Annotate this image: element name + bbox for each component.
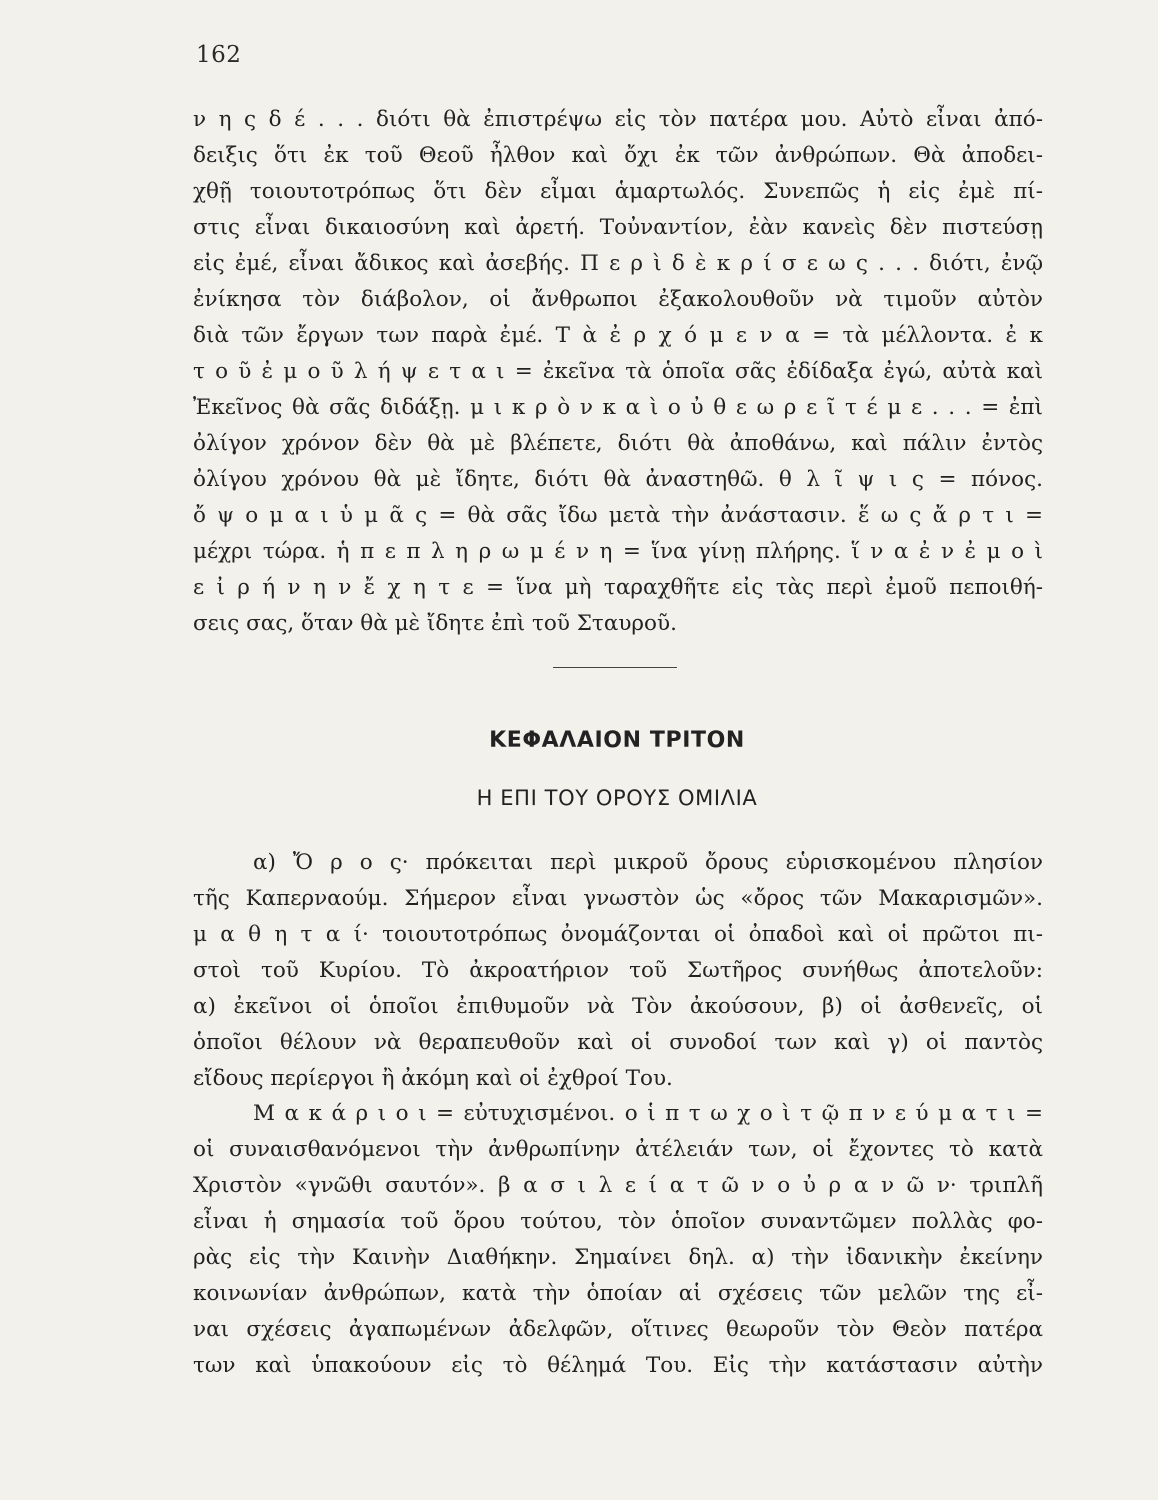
section-divider xyxy=(553,667,677,668)
text-line: Μ α κ ά ρ ι ο ι = εὐτυχισμένοι. ο ἱ π τ ω χ ο ὶ τ ῷ π ν ε ύ μ α τ ι = xyxy=(253,1101,1043,1126)
text-line: Ἐκεῖνος θὰ σᾶς διδάξῃ. μ ι κ ρ ὸ ν κ α ὶ ο ὐ θ ε ω ρ ε ῖ τ έ μ ε . . . = ἐπὶ xyxy=(193,395,1043,420)
text-line: εἰς ἐμέ, εἶναι ἄδικος καὶ ἀσεβής. Π ε ρ ὶ δ ὲ κ ρ ί σ ε ω ς . . . διότι, ἐνῷ xyxy=(193,251,1043,276)
text-line: ὄ ψ ο μ α ι ὑ μ ᾶ ς = θὰ σᾶς ἴδω μετὰ τὴν ἀνάστασιν. ἕ ω ς ἄ ρ τ ι = xyxy=(193,503,1043,528)
text-line: μ α θ η τ α ί· τοιουτοτρόπως ὀνομάζονται οἱ ὀπαδοὶ καὶ οἱ πρῶτοι πι- xyxy=(193,922,1043,947)
chapter-title: ΚΕΦΑΛΑΙΟΝ ΤΡΙΤΟΝ xyxy=(489,728,745,753)
text-line: ὀλίγου χρόνου θὰ μὲ ἴδητε, διότι θὰ ἀναστηθῶ. θ λ ῖ ψ ι ς = πόνος. xyxy=(193,467,1043,492)
text-line: οἱ συναισθανόμενοι τὴν ἀνθρωπίνην ἀτέλειάν των, οἱ ἔχοντες τὸ κατὰ xyxy=(193,1137,1043,1162)
text-line: α) ἐκεῖνοι οἱ ὁποῖοι ἐπιθυμοῦν νὰ Τὸν ἀκούσουν, β) οἱ ἀσθενεῖς, οἱ xyxy=(193,994,1043,1019)
text-line: Χριστὸν «γνῶθι σαυτόν». β α σ ι λ ε ί α τ ῶ ν ο ὐ ρ α ν ῶ ν· τριπλῆ xyxy=(193,1173,1043,1198)
text-line: τ ο ῦ ἐ μ ο ῦ λ ή ψ ε τ α ι = ἐκεῖνα τὰ ὁποῖα σᾶς ἐδίδαξα ἐγώ, αὐτὰ καὶ xyxy=(193,359,1043,384)
text-line: εἴδους περίεργοι ἢ ἀκόμη καὶ οἱ ἐχθροί Του. xyxy=(193,1066,673,1091)
text-line: ὀλίγον χρόνον δὲν θὰ μὲ βλέπετε, διότι θὰ ἀποθάνω, καὶ πάλιν ἐντὸς xyxy=(193,431,1043,456)
text-line: α) Ὄ ρ ο ς· πρόκειται περὶ μικροῦ ὄρους εὑρισκομένου πλησίον xyxy=(253,850,1043,875)
page-number: 162 xyxy=(196,42,242,68)
section-title: Η ΕΠΙ ΤΟΥ ΟΡΟΥΣ ΟΜΙΛΙΑ xyxy=(476,786,758,810)
text-line: εἶναι ἡ σημασία τοῦ ὅρου τούτου, τὸν ὁποῖον συναντῶμεν πολλὰς φο- xyxy=(193,1209,1043,1234)
text-line: ν η ς δ έ . . . διότι θὰ ἐπιστρέψω εἰς τὸν πατέρα μου. Αὐτὸ εἶναι ἀπό- xyxy=(193,107,1043,132)
text-line: στις εἶναι δικαιοσύνη καὶ ἀρετή. Τοὐναντίον, ἐὰν κανεὶς δὲν πιστεύσῃ xyxy=(193,215,1043,240)
text-line: κοινωνίαν ἀνθρώπων, κατὰ τὴν ὁποίαν αἱ σχέσεις τῶν μελῶν της εἶ- xyxy=(193,1281,1043,1306)
text-line: ὁποῖοι θέλουν νὰ θεραπευθοῦν καὶ οἱ συνοδοί των καὶ γ) οἱ παντὸς xyxy=(193,1030,1043,1055)
text-line: στοὶ τοῦ Κυρίου. Τὸ ἀκροατήριον τοῦ Σωτῆρος συνήθως ἀποτελοῦν: xyxy=(193,958,1043,983)
text-line: των καὶ ὑπακούουν εἰς τὸ θέλημά Του. Εἰς τὴν κατάστασιν αὐτὴν xyxy=(193,1353,1043,1378)
text-line: δειξις ὅτι ἐκ τοῦ Θεοῦ ἦλθον καὶ ὄχι ἐκ τῶν ἀνθρώπων. Θὰ ἀποδει- xyxy=(193,143,1043,168)
text-line: ναι σχέσεις ἀγαπωμένων ἀδελφῶν, οἵτινες θεωροῦν τὸν Θεὸν πατέρα xyxy=(193,1317,1043,1342)
text-line: ἐνίκησα τὸν διάβολον, οἱ ἄνθρωποι ἐξακολουθοῦν νὰ τιμοῦν αὐτὸν xyxy=(193,287,1043,312)
text-line: χθῇ τοιουτοτρόπως ὅτι δὲν εἶμαι ἁμαρτωλός. Συνεπῶς ἡ εἰς ἐμὲ πί- xyxy=(193,179,1043,204)
text-line: σεις σας, ὅταν θὰ μὲ ἴδητε ἐπὶ τοῦ Σταυροῦ. xyxy=(193,611,677,636)
text-line: ρὰς εἰς τὴν Καινὴν Διαθήκην. Σημαίνει δηλ. α) τὴν ἰδανικὴν ἐκείνην xyxy=(193,1245,1043,1270)
text-line: ε ἰ ρ ή ν η ν ἔ χ η τ ε = ἵνα μὴ ταραχθῆτε εἰς τὰς περὶ ἐμοῦ πεποιθή- xyxy=(193,575,1043,600)
text-line: διὰ τῶν ἔργων των παρὰ ἐμέ. Τ ὰ ἐ ρ χ ό μ ε ν α = τὰ μέλλοντα. ἐ κ xyxy=(193,323,1043,348)
text-line: μέχρι τώρα. ἡ π ε π λ η ρ ω μ έ ν η = ἵνα γίνῃ πλήρης. ἵ ν α ἐ ν ἐ μ ο ὶ xyxy=(193,539,1043,564)
text-line: τῆς Καπερναούμ. Σήμερον εἶναι γνωστὸν ὡς «ὄρος τῶν Μακαρισμῶν». xyxy=(193,886,1043,911)
